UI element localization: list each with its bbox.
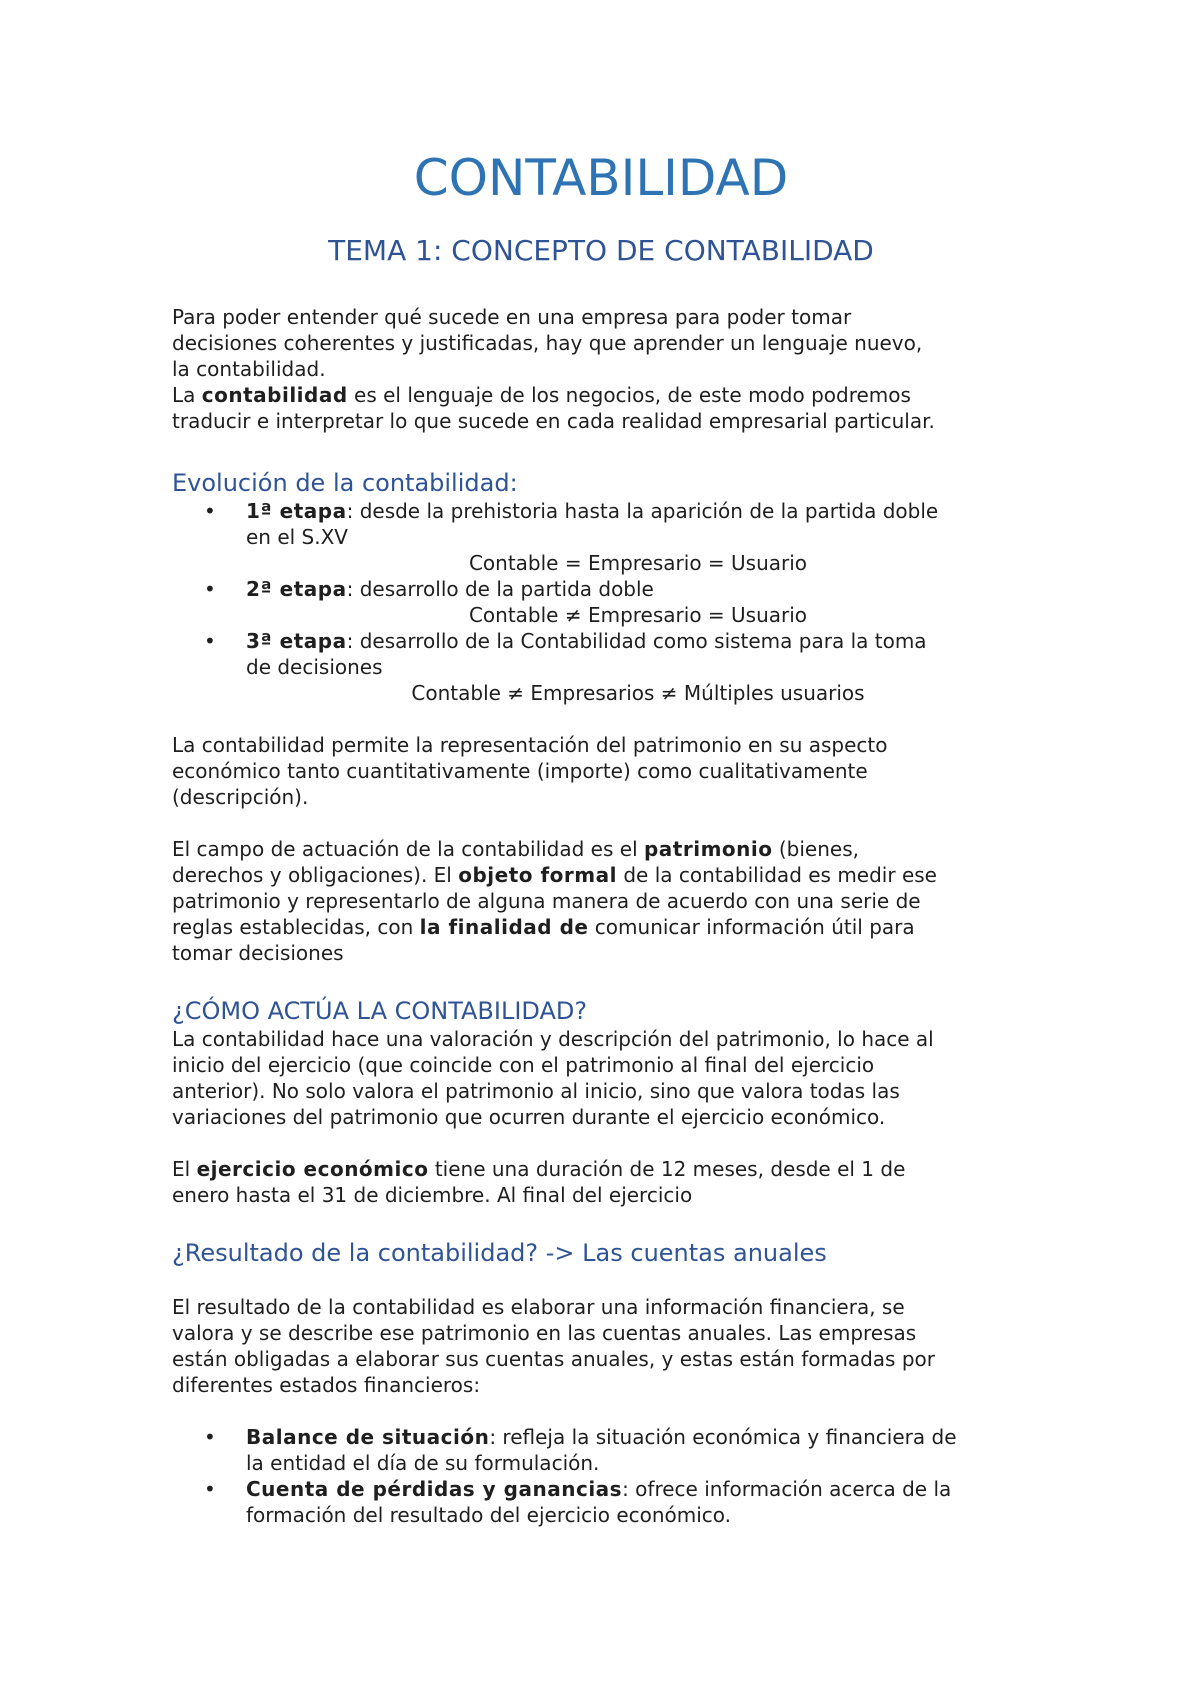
heading-como-actua: ¿CÓMO ACTÚA LA CONTABILIDAD? [172,997,588,1025]
text-line: anterior). No solo valora el patrimonio al inicio, sino que valora todas las [172,1079,900,1103]
list-item-etapa-1 [172,498,1030,550]
bold-term: objeto formal [458,863,617,887]
text-line: valora y se describe ese patrimonio en las cuentas anuales. Las empresas [172,1321,917,1345]
list-item-etapa-2 [172,576,1030,602]
text-run: El campo de actuación de la contabilidad es el [172,837,644,861]
como-actua-paragraph [172,1026,1030,1130]
bold-term: la finalidad de [419,915,589,939]
text-run: comunicar información útil para [588,915,915,939]
text-line: la contabilidad. [172,357,326,381]
bullet-icon: • [204,629,216,653]
text-run: tiene una duración de 12 meses, desde el 1 de [428,1157,906,1181]
text-line: patrimonio y representarlo de alguna manera de acuerdo con una serie de [172,889,921,913]
resultado-paragraph [172,1294,1030,1398]
bold-term: Balance de situación [246,1425,490,1449]
text-run: de la contabilidad es medir ese [616,863,937,887]
bold-term: 2ª etapa [246,577,347,601]
list-item-balance [172,1424,1030,1476]
text-line: de decisiones [246,655,383,679]
representacion-paragraph [172,732,1030,810]
text-line: formación del resultado del ejercicio económico. [246,1503,732,1527]
ejercicio-paragraph [172,1156,1030,1208]
text-run: : desarrollo de la partida doble [346,577,654,601]
campo-paragraph [172,836,1030,966]
text-run: El [172,1157,197,1181]
text-line: en el S.XV [246,525,348,549]
text-line: traducir e interpretar lo que sucede en cada realidad empresarial particular. [172,409,935,433]
text-run: es el lenguaje de los negocios, de este modo podremos [347,383,911,407]
bullet-icon: • [204,499,216,523]
text-line: Para poder entender qué sucede en una empresa para poder tomar [172,305,852,329]
bold-term: ejercicio económico [196,1157,429,1181]
formula-etapa-2: Contable ≠ Empresario = Usuario [468,603,808,627]
text-run: derechos y obligaciones). El [172,863,459,887]
heading-resultado: ¿Resultado de la contabilidad? -> Las cuentas anuales [172,1239,827,1267]
bold-term: 3ª etapa [246,629,347,653]
document-title: CONTABILIDAD [413,149,789,207]
text-line: El resultado de la contabilidad es elaborar una información financiera, se [172,1295,905,1319]
text-line: inicio del ejercicio (que coincide con el patrimonio al final del ejercicio [172,1053,875,1077]
text-run: La [172,383,202,407]
formula-etapa-1: Contable = Empresario = Usuario [468,551,808,575]
bullet-icon: • [204,577,216,601]
intro-paragraph-2 [172,382,1030,434]
bold-term: Cuenta de pérdidas y ganancias [246,1477,623,1501]
text-line: decisiones coherentes y justificadas, hay que aprender un lenguaje nuevo, [172,331,923,355]
intro-section [172,304,1030,434]
text-line: económico tanto cuantitativamente (importe) como cualitativamente [172,759,868,783]
text-line: La contabilidad hace una valoración y descripción del patrimonio, lo hace al [172,1027,934,1051]
text-run: : desarrollo de la Contabilidad como sistema para la toma [346,629,927,653]
etapas-list [172,576,1030,602]
text-run: : refleja la situación económica y financiera de [489,1425,957,1449]
formula-etapa-3: Contable ≠ Empresarios ≠ Múltiples usuarios [411,681,865,705]
text-line: (descripción). [172,785,309,809]
text-run: (bienes, [772,837,859,861]
bullet-icon: • [204,1477,216,1501]
list-item-perdidas-ganancias [172,1476,1030,1528]
document-subtitle: TEMA 1: CONCEPTO DE CONTABILIDAD [328,234,874,267]
etapas-list [172,498,1030,550]
etapas-list [172,628,1030,680]
text-line: La contabilidad permite la representación del patrimonio en su aspecto [172,733,888,757]
bold-term: contabilidad [201,383,348,407]
heading-evolucion: Evolución de la contabilidad: [172,469,518,497]
bold-term: 1ª etapa [246,499,347,523]
text-line: enero hasta el 31 de diciembre. Al final del ejercicio [172,1183,693,1207]
bullet-icon: • [204,1425,216,1449]
estados-financieros-list [172,1424,1030,1528]
text-line: la entidad el día de su formulación. [246,1451,600,1475]
text-run: : desde la prehistoria hasta la aparición de la partida doble [346,499,939,523]
text-run: : ofrece información acerca de la [622,1477,952,1501]
text-line: variaciones del patrimonio que ocurren durante el ejercicio económico. [172,1105,886,1129]
text-line: tomar decisiones [172,941,344,965]
text-run: reglas establecidas, con [172,915,420,939]
intro-paragraph-1 [172,304,1030,382]
text-line: diferentes estados financieros: [172,1373,481,1397]
text-line: están obligadas a elaborar sus cuentas anuales, y estas están formadas por [172,1347,935,1371]
bold-term: patrimonio [643,837,773,861]
list-item-etapa-3 [172,628,1030,680]
